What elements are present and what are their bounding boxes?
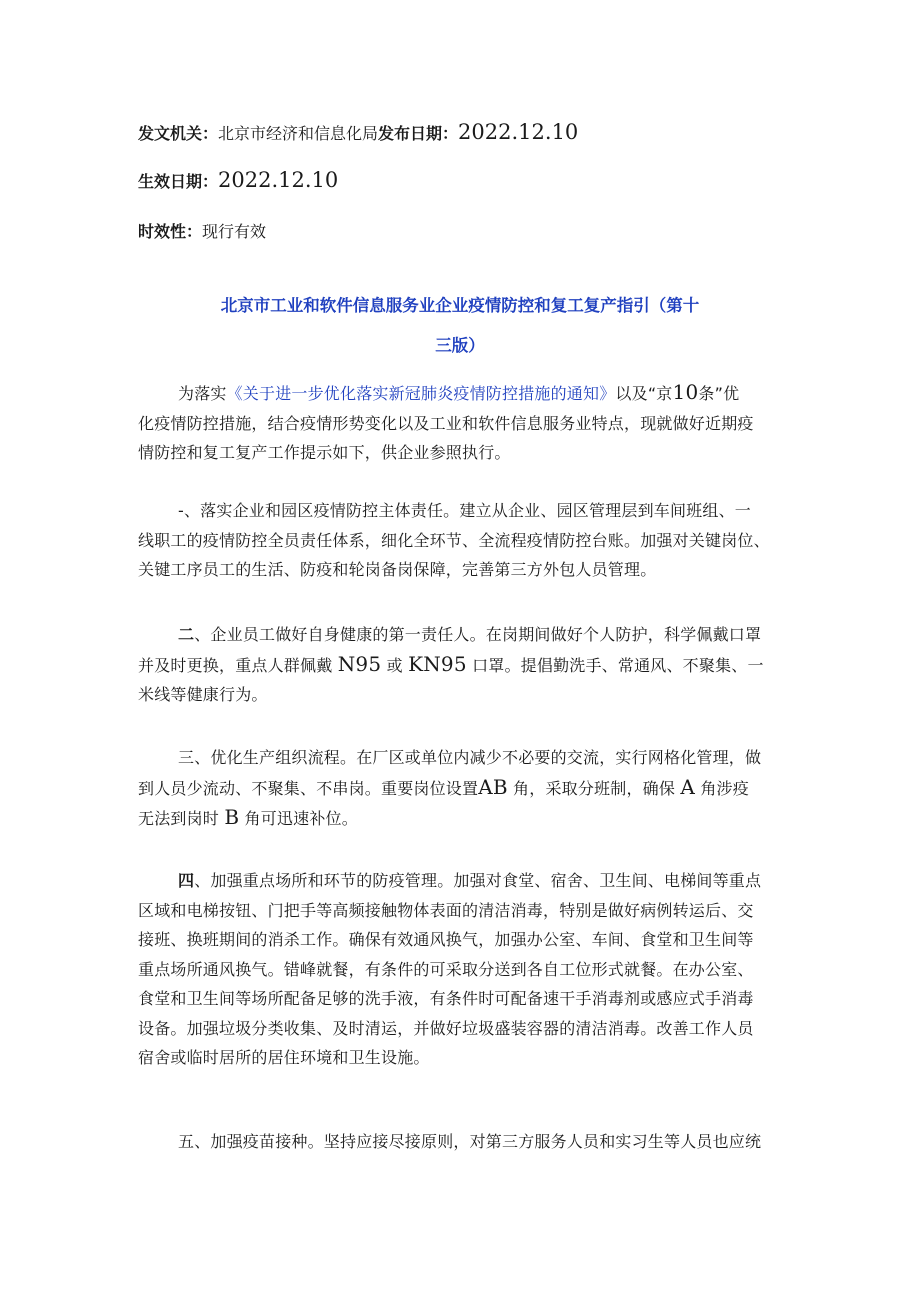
section-2-line-1: [138, 620, 793, 650]
section-2-text: 口罩。提倡勤洗手、常通风、不聚集、一: [472, 655, 764, 675]
section-3-text: 角，采取分班制，确保: [513, 778, 676, 798]
section-4-line-7: 宿舍或临时居所的居住环境和卫生设施。: [138, 1048, 430, 1067]
section-4-line-3: 接班、换班期间的消杀工作。确保有效通风换气，加强办公室、车间、食堂和卫生间等: [138, 930, 754, 949]
meta-effective-row: [138, 168, 338, 194]
document-title-line-1[interactable]: 北京市工业和软件信息服务业企业疫情防控和复工复产指引（第十: [220, 296, 700, 315]
b-label: B: [224, 805, 240, 829]
section-1-line-1: -、落实企业和园区疫情防控主体责任。建立从企业、园区管理层到车间班组、一: [178, 501, 751, 520]
kn95-label: KN95: [408, 651, 467, 676]
section-5-paragraph: [138, 1127, 793, 1157]
section-2-text: 、企业员工做好自身健康的第一责任人。在岗期间做好个人防护，科学佩戴口罩: [194, 625, 762, 644]
section-4-line-2: 区域和电梯按钮、门把手等高频接触物体表面的清洁消毒，特别是做好病例转运后、交: [138, 900, 754, 920]
effective-date-label: 生效日期：: [138, 172, 219, 191]
section-3-text: 无法到岗时: [138, 809, 220, 828]
ab-label: AB: [478, 774, 508, 799]
intro-paragraph: [138, 378, 793, 468]
section-5-line-1: 五、加强疫苗接种。坚持应接尽接原则，对第三方服务人员和实习生等人员也应统: [178, 1132, 762, 1151]
intro-text: 以及“京: [615, 384, 673, 403]
section-3-paragraph: [138, 743, 793, 834]
section-4-line-1: [138, 866, 793, 896]
section-3-text: 到人员少流动、不聚集、不串岗。重要岗位设置: [138, 778, 479, 798]
validity-label: 时效性：: [138, 222, 203, 241]
section-2-text: 并及时更换，重点人群佩戴: [138, 655, 333, 675]
intro-line-1: [138, 378, 793, 409]
intro-line-3: 情防控和复工复产工作提示如下，供企业参照执行。: [138, 443, 511, 462]
issuer-value: 北京市经济和信息化局: [218, 124, 379, 143]
publish-date-label: 发布日期：: [378, 124, 459, 143]
section-4-line-6: 设备。加强垃圾分类收集、及时清运，并做好垃圾盛装容器的清洁消毒。改善工作人员: [138, 1018, 754, 1038]
effective-date-value: 2022.12.10: [218, 168, 339, 192]
section-3-text: 角涉疫: [700, 778, 749, 798]
validity-value: 现行有效: [202, 222, 267, 241]
section-4-line-4: 重点场所通风换气。错峰就餐，有条件的可采取分送到各自工位形式就餐。在办公室、: [138, 959, 754, 979]
n95-label: N95: [337, 651, 382, 676]
document-title[interactable]: [200, 286, 720, 366]
section-2-line-2: [138, 650, 793, 681]
document-title-line-2[interactable]: 三版）: [435, 336, 485, 355]
intro-text: 条”优: [698, 384, 740, 403]
intro-number: 10: [672, 380, 699, 404]
section-2-number: 二: [178, 625, 195, 644]
section-3-line-1: 三、优化生产组织流程。在厂区或单位内减少不必要的交流，实行网格化管理，做: [178, 748, 762, 767]
section-3-line-2: [138, 773, 793, 804]
section-4-line-5: 食堂和卫生间等场所配备足够的洗手液，有条件时可配备速干手消毒剂或感应式手消毒: [138, 989, 754, 1008]
section-3-text: 角可迅速补位。: [244, 809, 358, 828]
section-1-line-3: 关键工序员工的生活、防疫和轮岗备岗保障，完善第三方外包人员管理。: [138, 560, 657, 579]
intro-line-2: 化疫情防控措施，结合疫情形势变化以及工业和软件信息服务业特点，现就做好近期疫: [138, 413, 754, 433]
section-3-line-3: [138, 803, 793, 834]
section-2-text: 或: [386, 655, 403, 675]
issuer-label: 发文机关：: [138, 124, 219, 143]
section-1-line-2: 线职工的疫情防控全员责任体系，细化全环节、全流程疫情防控台账。加强对关键岗位、: [138, 530, 770, 550]
a-label: A: [680, 774, 696, 799]
meta-issuer-row: [138, 120, 578, 146]
section-4-text: 、加强重点场所和环节的防疫管理。加强对食堂、宿舍、卫生间、电梯间等重点: [194, 871, 762, 890]
intro-text: 为落实: [178, 384, 227, 403]
notice-link[interactable]: 《关于进一步优化落实新冠肺炎疫情防控措施的通知》: [226, 384, 616, 403]
section-4-number: 四: [178, 871, 195, 890]
section-2-paragraph: [138, 620, 793, 710]
publish-date-value: 2022.12.10: [458, 120, 579, 144]
section-1-paragraph: [138, 496, 793, 585]
section-2-line-3: 米线等健康行为。: [138, 685, 268, 704]
section-4-paragraph: [138, 866, 793, 1073]
meta-validity-row: [138, 220, 266, 244]
